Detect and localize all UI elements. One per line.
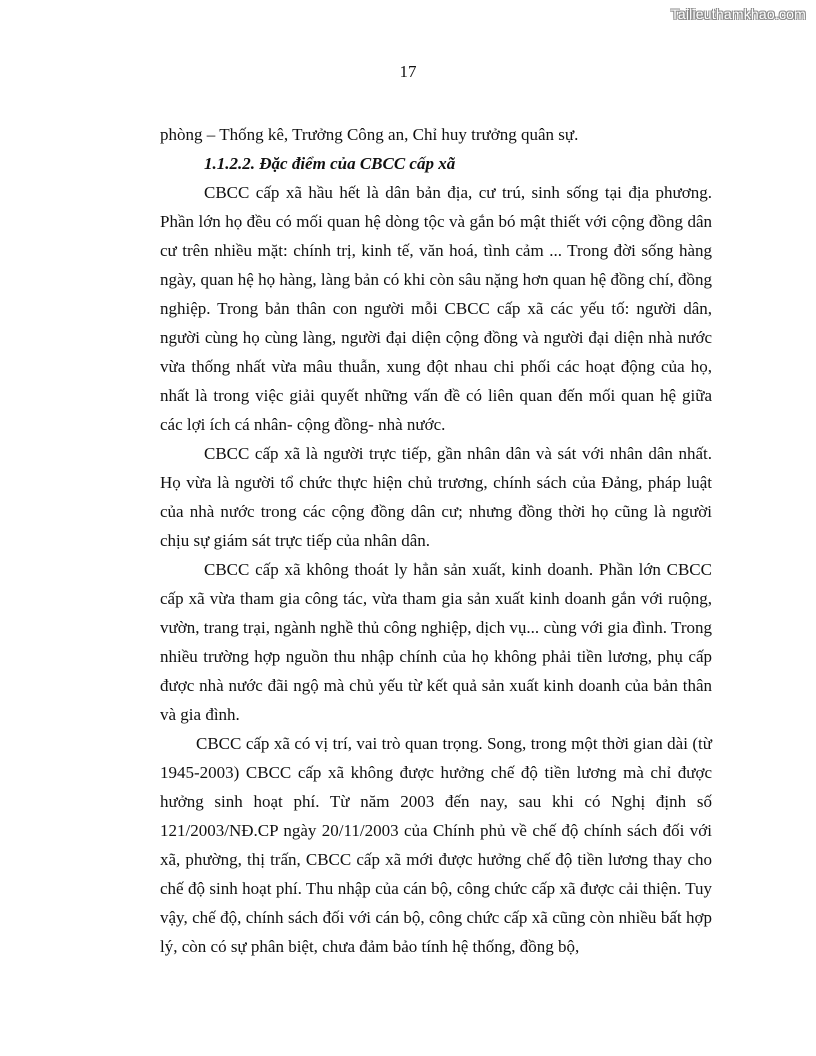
document-body <box>160 120 712 961</box>
page-number: 17 <box>399 62 417 81</box>
paragraph: CBCC cấp xã có vị trí, vai trò quan trọng. Song, trong một thời gian dài (từ 1945-2003) CBCC cấp xã không được hưởng chế độ tiền lương mà chỉ được hưởng sinh hoạt phí. Từ năm 2003 đến nay, sau khi có Nghị định số 121/2003/NĐ.CP ngày 20/11/2003 của Chính phủ về chế độ chính sách đối với xã, phường, thị trấn, CBCC cấp xã mới được hưởng chế độ tiền lương thay cho chế độ sinh hoạt phí. Thu nhập của cán bộ, công chức cấp xã được cải thiện. Tuy vậy, chế độ, chính sách đối với cán bộ, công chức cấp xã cũng còn nhiều bất hợp lý, còn có sự phân biệt, chưa đảm bảo tính hệ thống, đồng bộ, <box>160 734 712 956</box>
paragraph: CBCC cấp xã không thoát ly hẳn sản xuất, kinh doanh. Phần lớn CBCC cấp xã vừa tham gia công tác, vừa tham gia sản xuất kinh doanh gắn với ruộng, vườn, trang trại, ngành nghề thủ công nghiệp, dịch vụ... cùng với gia đình. Trong nhiều trường hợp nguồn thu nhập chính của họ không phải tiền lương, phụ cấp được nhà nước đãi ngộ mà chủ yếu từ kết quả sản xuất kinh doanh của bản thân và gia đình. <box>160 560 712 724</box>
watermark-text: Tailieuthamkhao.com <box>670 6 806 22</box>
paragraph: CBCC cấp xã là người trực tiếp, gần nhân dân và sát với nhân dân nhất. Họ vừa là người tổ chức thực hiện chủ trương, chính sách của Đảng, pháp luật của nhà nước trong các cộng đồng dân cư; nhưng đồng thời họ cũng là người chịu sự giám sát trực tiếp của nhân dân. <box>160 444 712 550</box>
intro-fragment: phòng – Thống kê, Trưởng Công an, Chỉ huy trưởng quân sự. <box>160 125 579 144</box>
section-heading: 1.1.2.2. Đặc điểm của CBCC cấp xã <box>204 154 456 173</box>
paragraph: CBCC cấp xã hầu hết là dân bản địa, cư trú, sinh sống tại địa phương. Phần lớn họ đều có mối quan hệ dòng tộc và gắn bó mật thiết với cộng đồng dân cư trên nhiều mặt: chính trị, kinh tế, văn hoá, tình cảm ... Trong đời sống hàng ngày, quan hệ họ hàng, làng bản có khi còn sâu nặng hơn quan hệ đồng chí, đồng nghiệp. Trong bản thân con người mỗi CBCC cấp xã các yếu tố: người dân, người cùng họ cùng làng, người đại diện cộng đồng và người đại diện nhà nước vừa thống nhất vừa mâu thuẫn, xung đột nhau chi phối các hoạt động của họ, nhất là trong việc giải quyết những vấn đề có liên quan đến mối quan hệ giữa các lợi ích cá nhân- cộng đồng- nhà nước. <box>160 183 712 434</box>
